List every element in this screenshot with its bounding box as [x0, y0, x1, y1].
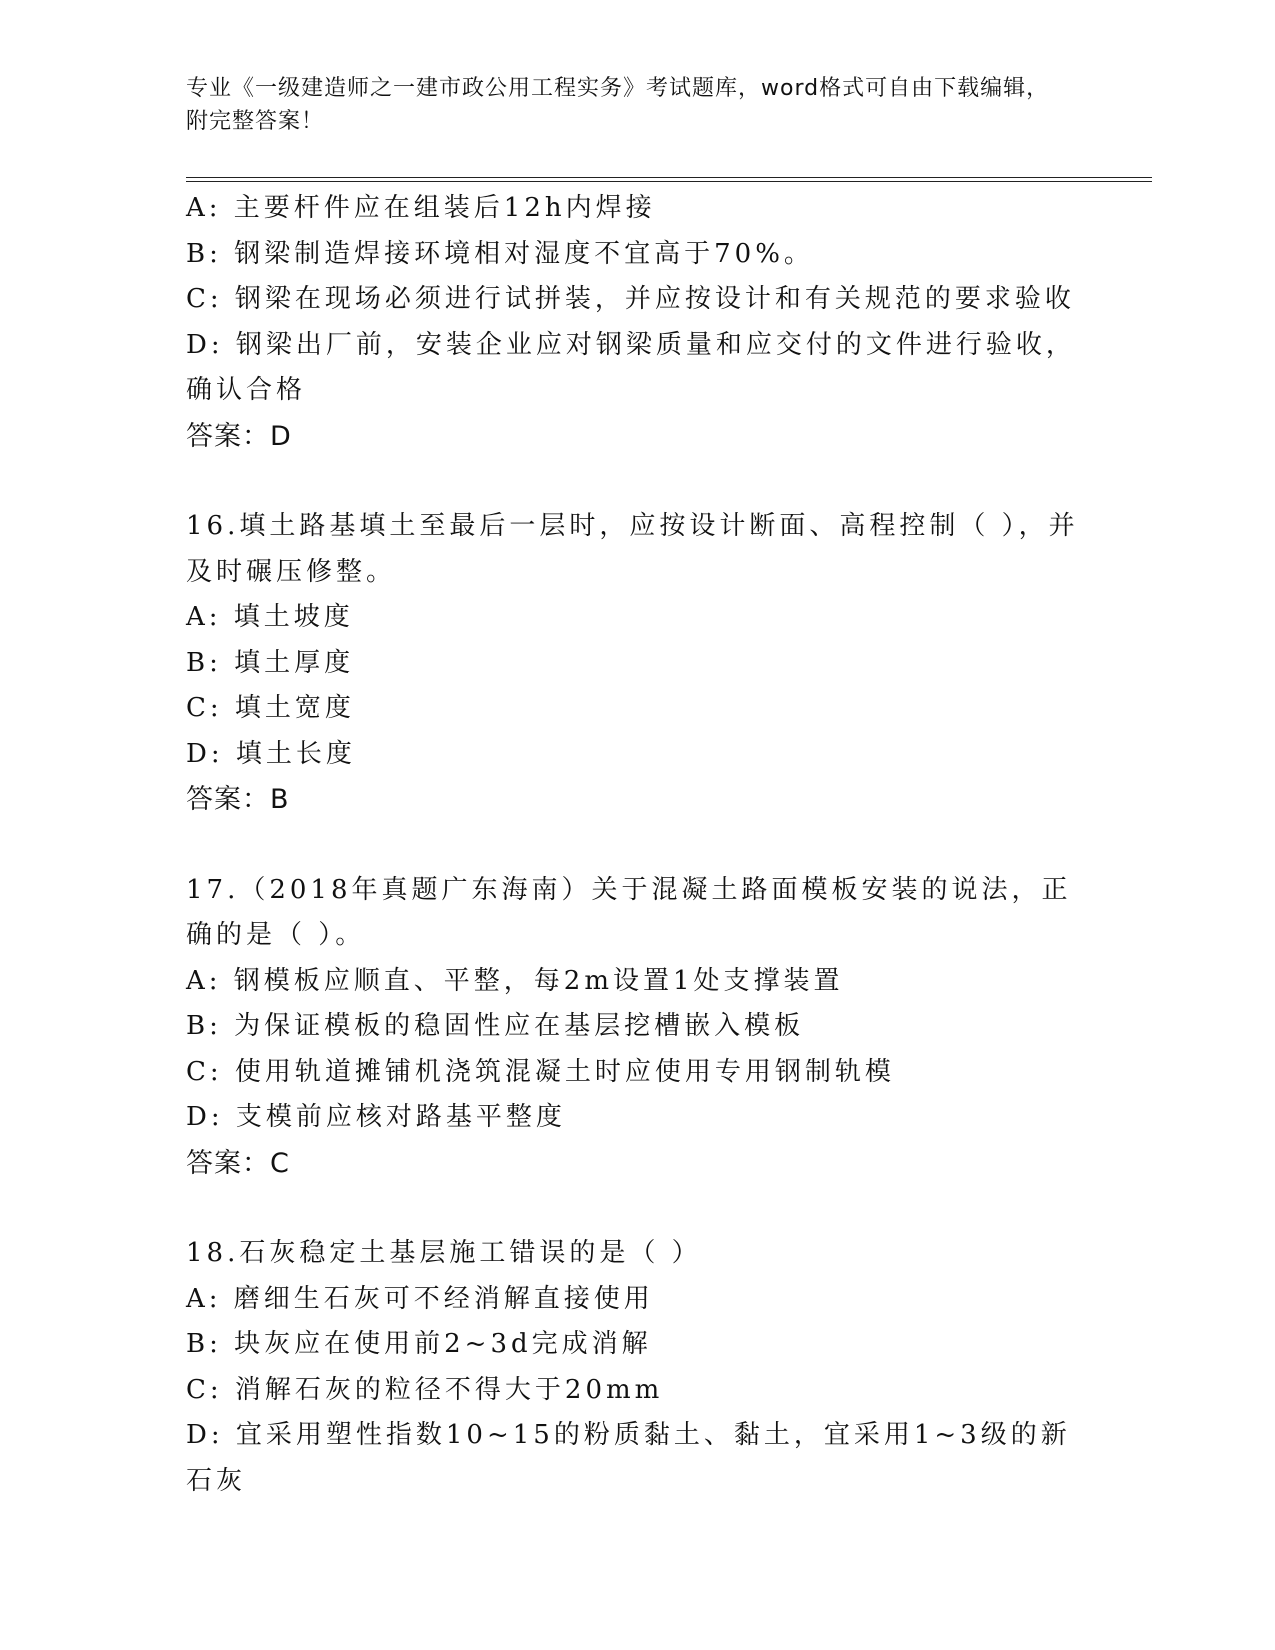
option-a: A: 填土坡度 [186, 602, 354, 632]
option-d: D: 宜采用塑性指数10~15的粉质黏土、黏土，宜采用1~3级的新石灰 [186, 1420, 1071, 1496]
document-body [186, 186, 1086, 1504]
option-c: C: 钢梁在现场必须进行试拼装，并应按设计和有关规范的要求验收 [186, 284, 1075, 314]
option-b: B: 填土厚度 [186, 647, 355, 678]
option-c: C: 使用轨道摊铺机浇筑混凝土时应使用专用钢制轨模 [186, 1056, 895, 1087]
question-text: 17.（2018年真题广东海南）关于混凝土路面模板安装的说法，正确的是（ ）。 [186, 874, 1072, 950]
option-c: C: 填土宽度 [186, 693, 355, 723]
answer: 答案：D [186, 420, 292, 452]
option-b: B: 块灰应在使用前2~3d完成消解 [186, 1329, 652, 1359]
option-d: D: 填土长度 [186, 738, 356, 769]
option-b: B: 为保证模板的稳固性应在基层挖槽嵌入模板 [186, 1011, 805, 1041]
option-a: A: 主要杆件应在组装后12h内焊接 [186, 193, 656, 223]
header-divider [186, 177, 1152, 182]
document-header: 专业《一级建造师之一建市政公用工程实务》考试题库，word格式可自由下载编辑，附完整答案！ [186, 76, 1050, 134]
answer: 答案：B [186, 784, 290, 815]
question-18 [186, 1231, 1086, 1504]
option-d: D: 钢梁出厂前，安装企业应对钢梁质量和应交付的文件进行验收，确认合格 [186, 329, 1076, 405]
option-a: A: 磨细生石灰可不经消解直接使用 [186, 1283, 654, 1314]
question-text: 18.石灰稳定土基层施工错误的是（ ） [186, 1238, 702, 1268]
question-17 [186, 868, 1086, 1187]
option-d: D: 支模前应核对路基平整度 [186, 1102, 566, 1132]
question-15 [186, 186, 1086, 459]
option-b: B: 钢梁制造焊接环境相对湿度不宜高于70%。 [186, 238, 814, 269]
option-a: A: 钢模板应顺直、平整，每2m设置1处支撑装置 [186, 965, 844, 996]
question-text: 16.填土路基填土至最后一层时，应按设计断面、高程控制（ ），并及时碾压修整。 [186, 511, 1079, 587]
question-16 [186, 504, 1086, 823]
answer: 答案：C [186, 1147, 290, 1179]
option-c: C: 消解石灰的粒径不得大于20mm [186, 1374, 664, 1405]
